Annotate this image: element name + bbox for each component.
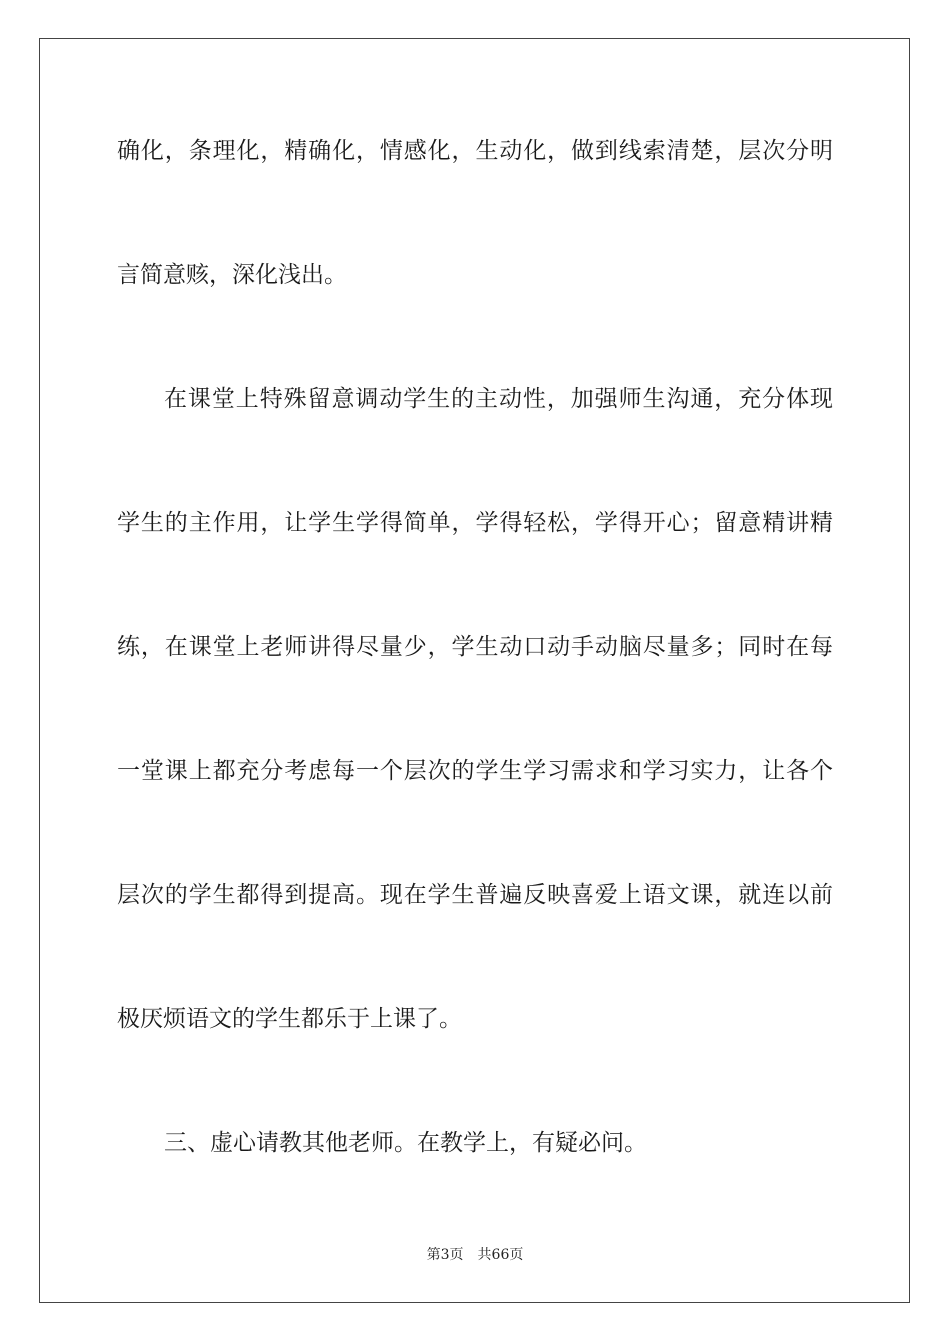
paragraph-line-5: 练，在课堂上老师讲得尽量少，学生动口动手动脑尽量多；同时在每: [117, 634, 833, 660]
page-footer: [0, 1246, 950, 1264]
page-number: 第3页: [426, 1247, 464, 1263]
page-border: [39, 38, 910, 1303]
paragraph-line-1: 确化，条理化，精确化，情感化，生动化，做到线索清楚，层次分明: [117, 138, 833, 164]
paragraph-line-4: 学生的主作用，让学生学得简单，学得轻松，学得开心；留意精讲精: [117, 510, 833, 536]
paragraph-line-8: 极厌烦语文的学生都乐于上课了。: [117, 1006, 462, 1032]
paragraph-line-6: 一堂课上都充分考虑每一个层次的学生学习需求和学习实力，让各个: [117, 758, 833, 784]
page-total: 共66页: [477, 1247, 524, 1263]
paragraph-line-7: 层次的学生都得到提高。现在学生普遍反映喜爱上语文课，就连以前: [117, 882, 833, 908]
paragraph-line-2: 言简意赅，深化浅出。: [117, 262, 347, 288]
section-heading-line: 三、虚心请教其他老师。在教学上，有疑必问。: [164, 1130, 647, 1156]
paragraph-line-3: 在课堂上特殊留意调动学生的主动性，加强师生沟通，充分体现: [164, 386, 833, 412]
